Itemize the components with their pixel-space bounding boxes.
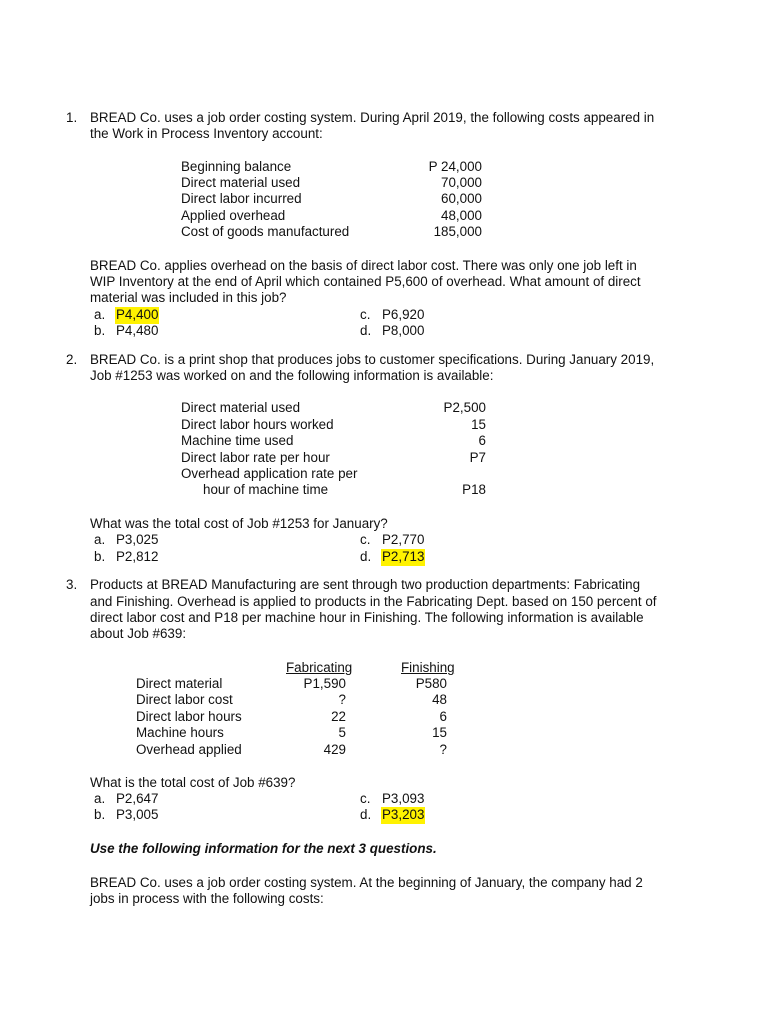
q1-row-value: 48,000	[441, 208, 482, 223]
q3-row-fin: 6	[439, 709, 447, 724]
q2-choice-a: P3,025	[116, 532, 159, 547]
q2-row-label: Direct labor hours worked	[181, 417, 334, 432]
q3-intro-line1: Products at BREAD Manufacturing are sent through two production departments: Fabricating	[90, 577, 641, 592]
q3-intro-line3: direct labor cost and P18 per machine hour in Finishing. The following information is available	[90, 610, 644, 625]
closing-line1: BREAD Co. uses a job order costing system. At the beginning of January, the company had 2	[90, 875, 643, 890]
q2-row-label: hour of machine time	[203, 482, 329, 497]
q1-question-line1: BREAD Co. applies overhead on the basis of direct labor cost. There was only one job left in	[90, 258, 637, 273]
q2-choice-b-letter: b.	[94, 549, 106, 564]
q1-choice-c-letter: c.	[360, 307, 371, 322]
q2-number: 2.	[66, 352, 78, 367]
q3-row-label: Direct labor cost	[136, 692, 233, 707]
q2-row-value: 15	[471, 417, 486, 432]
q2-row-label: Overhead application rate per	[181, 466, 358, 481]
q1-row-value: P 24,000	[428, 159, 482, 174]
q3-choice-d-answer-highlighted: P3,203	[382, 807, 425, 822]
q3-choice-b-letter: b.	[94, 807, 106, 822]
q3-intro-line4: about Job #639:	[90, 626, 187, 641]
q3-row-label: Direct labor hours	[136, 709, 242, 724]
q3-row-fin: ?	[439, 742, 447, 757]
q2-choice-c-letter: c.	[360, 532, 371, 547]
q3-number: 3.	[66, 577, 78, 592]
q3-choice-a: P2,647	[116, 791, 159, 806]
q2-choice-d-answer-highlighted: P2,713	[382, 549, 425, 564]
q1-row-label: Cost of goods manufactured	[181, 224, 350, 239]
q1-choice-d: P8,000	[382, 323, 425, 338]
q2-intro-line1: BREAD Co. is a print shop that produces jobs to customer specifications. During January 2019,	[90, 352, 655, 367]
q1-row-label: Direct labor incurred	[181, 191, 302, 206]
q1-choice-b-letter: b.	[94, 323, 106, 338]
q3-choice-a-letter: a.	[94, 791, 106, 806]
q3-col-header-finishing: Finishing	[401, 660, 455, 675]
q1-intro-line2: the Work in Process Inventory account:	[90, 126, 323, 141]
q1-row-value: 185,000	[433, 224, 482, 239]
q1-row-label: Direct material used	[181, 175, 301, 190]
q1-question-line3: material was included in this job?	[90, 290, 287, 305]
q3-row-fab: 429	[323, 742, 346, 757]
q3-row-fab: ?	[338, 692, 346, 707]
q2-row-label: Direct material used	[181, 400, 301, 415]
q2-row-label: Machine time used	[181, 433, 294, 448]
q1-intro-line1: BREAD Co. uses a job order costing system. During April 2019, the following costs appeared in	[90, 110, 655, 125]
q3-choice-d-letter: d.	[360, 807, 372, 822]
q1-choice-d-letter: d.	[360, 323, 372, 338]
q2-row-label: Direct labor rate per hour	[181, 450, 330, 465]
q1-row-value: 70,000	[441, 175, 482, 190]
q3-col-header-fabricating: Fabricating	[286, 660, 353, 675]
q1-row-value: 60,000	[441, 191, 482, 206]
q2-row-value: P2,500	[443, 400, 486, 415]
q1-row-label: Beginning balance	[181, 159, 292, 174]
q1-choice-b: P4,480	[116, 323, 159, 338]
q2-question: What was the total cost of Job #1253 for January?	[90, 516, 388, 531]
q3-question: What is the total cost of Job #639?	[90, 775, 296, 790]
q3-row-fab: 22	[331, 709, 346, 724]
q3-intro-line2: and Finishing. Overhead is applied to products in the Fabricating Dept. based on 150 percent of	[90, 594, 657, 609]
q3-choice-c: P3,093	[382, 791, 425, 806]
q3-row-label: Direct material	[136, 676, 223, 691]
q1-question-line2: WIP Inventory at the end of April which contained P5,600 of overhead. What amount of direct	[90, 274, 641, 289]
q2-intro-line2: Job #1253 was worked on and the following information is available:	[90, 368, 494, 383]
q2-row-value: P7	[469, 450, 486, 465]
q2-choice-d-letter: d.	[360, 549, 372, 564]
q1-number: 1.	[66, 110, 78, 125]
q3-choice-c-letter: c.	[360, 791, 371, 806]
q2-choice-c: P2,770	[382, 532, 425, 547]
q3-row-fin: 15	[432, 725, 447, 740]
closing-line2: jobs in process with the following costs:	[90, 891, 324, 906]
q2-choice-a-letter: a.	[94, 532, 106, 547]
q3-row-fab: 5	[338, 725, 346, 740]
q1-choice-a-answer-highlighted: P4,400	[116, 307, 159, 322]
q3-row-label: Overhead applied	[136, 742, 242, 757]
q1-choice-a-letter: a.	[94, 307, 106, 322]
q2-choice-b: P2,812	[116, 549, 159, 564]
q1-row-label: Applied overhead	[181, 208, 286, 223]
q3-row-fin: 48	[432, 692, 447, 707]
q1-choice-c: P6,920	[382, 307, 425, 322]
q3-choice-b: P3,005	[116, 807, 159, 822]
instruction-note: Use the following information for the next 3 questions.	[90, 841, 437, 856]
q3-row-fin: P580	[415, 676, 447, 691]
q2-row-value: P18	[462, 482, 486, 497]
q3-row-label: Machine hours	[136, 725, 224, 740]
q3-row-fab: P1,590	[303, 676, 346, 691]
q2-row-value: 6	[478, 433, 486, 448]
